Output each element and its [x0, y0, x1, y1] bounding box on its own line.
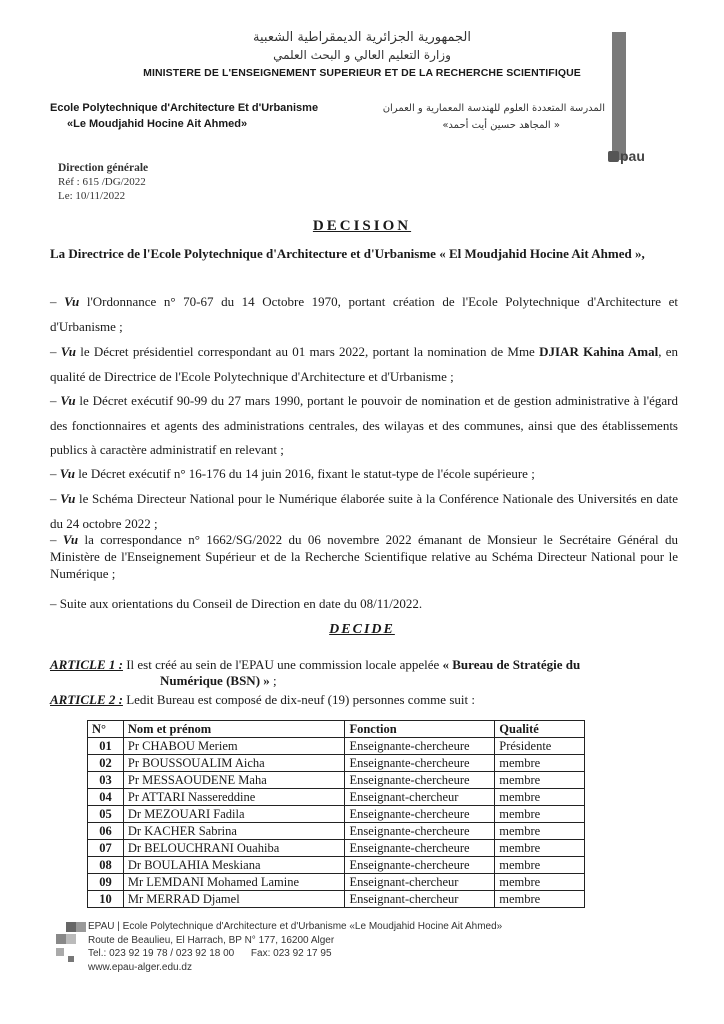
- member-name: Dr KACHER Sabrina: [123, 823, 345, 840]
- member-function: Enseignant-chercheur: [345, 789, 495, 806]
- footer-logo-square-icon: [66, 934, 76, 944]
- member-name: Pr CHABOU Meriem: [123, 738, 345, 755]
- footer-logo-square-icon: [66, 922, 76, 932]
- vu-text: le Décret exécutif n° 16-176 du 14 juin 2016, fixant le statut-type de l'école supérieure ;: [74, 466, 535, 481]
- article-1-text: Il est créé au sein de l'EPAU une commission locale appelée: [122, 657, 443, 672]
- table-row: [88, 755, 585, 772]
- footer-logo-square-icon: [56, 948, 64, 956]
- vu-text: le Décret exécutif 90-99 du 27 mars 1990, portant le pouvoir de nomination et de gestion administrative à l'égard des fonctionnaires et agents des administrations centrales, des wilayas et des communes, ainsi que des établissements publics à caractère administratif en relevant ;: [50, 393, 678, 457]
- council-paragraph: – Suite aux orientations du Conseil de Direction en date du 08/11/2022.: [50, 596, 423, 611]
- member-quality: membre: [495, 755, 585, 772]
- logo-mark-icon: [608, 151, 619, 162]
- footer-text: [88, 920, 502, 974]
- table-row: [88, 857, 585, 874]
- article-1-bureau-name-cont: Numérique (BSN) »: [160, 673, 270, 688]
- article-1: [50, 657, 690, 689]
- vu-paragraph-4: – Vu le Décret exécutif n° 16-176 du 14 juin 2016, fixant le statut-type de l'école supérieure ;: [50, 466, 535, 481]
- vu-paragraph-3: – Vu le Décret exécutif 90-99 du 27 mars 1990, portant le pouvoir de nomination et de gestion administrative à l'égard des fonctionnaires et agents des administrations centrales, des wilayas et des communes, ainsi que des établissements publics à caractère administratif en relevant ;: [50, 393, 678, 457]
- member-function: Enseignant-chercheur: [345, 891, 495, 908]
- footer-logo-square-icon: [56, 934, 66, 944]
- school-name-ar-line1: المدرسة المتعددة العلوم للهندسة المعمارية و العمران: [382, 103, 605, 114]
- article-2-label: ARTICLE 2 :: [50, 692, 123, 707]
- vu-text: le Décret présidentiel correspondant au 01 mars 2022, portant la nomination de Mme: [75, 344, 540, 359]
- footer-website-link[interactable]: www.epau-alger.edu.dz: [88, 961, 192, 973]
- member-function: Enseignante-chercheure: [345, 857, 495, 874]
- reference-number: Réf : 615 /DG/2022: [58, 176, 146, 188]
- member-number: 08: [88, 857, 124, 874]
- vu-text-cont: , en qualité de Directrice de l'Ecole Polytechnique d'Architecture et d'Urbanisme ;: [50, 344, 678, 384]
- vu-label: Vu: [64, 294, 80, 309]
- member-number: 05: [88, 806, 124, 823]
- member-function: Enseignante-chercheure: [345, 840, 495, 857]
- member-quality: membre: [495, 806, 585, 823]
- member-name: Pr MESSAOUDENE Maha: [123, 772, 345, 789]
- table-row: [88, 789, 585, 806]
- footer-logo-square-icon: [76, 922, 86, 932]
- member-quality: membre: [495, 857, 585, 874]
- member-function: Enseignante-chercheure: [345, 772, 495, 789]
- epau-logo: [608, 148, 645, 164]
- article-1-label: ARTICLE 1 :: [50, 657, 123, 672]
- member-function: Enseignante-chercheure: [345, 806, 495, 823]
- ministry-title: MINISTERE DE L'ENSEIGNEMENT SUPERIEUR ET DE LA RECHERCHE SCIENTIFIQUE: [143, 67, 581, 79]
- vu-paragraph-1: – Vu l'Ordonnance n° 70-67 du 14 Octobre 1970, portant création de l'Ecole Polytechnique d'Architecture et d'Urbanisme ;: [50, 294, 678, 334]
- arabic-republic-line: الجمهورية الجزائرية الديمقراطية الشعبية: [253, 30, 471, 45]
- member-quality: membre: [495, 772, 585, 789]
- vu-paragraph-2: – Vu le Décret présidentiel correspondant au 01 mars 2022, portant la nomination de Mme DJIAR Kahina Amal, en qualité de Directrice de l'Ecole Polytechnique d'Architecture et d'Urbanisme ;: [50, 344, 678, 384]
- member-number: 04: [88, 789, 124, 806]
- member-number: 06: [88, 823, 124, 840]
- header-number: N°: [88, 721, 124, 738]
- article-1-end: ;: [269, 673, 277, 688]
- school-name-fr-line2: «Le Moudjahid Hocine Ait Ahmed»: [67, 118, 248, 130]
- footer-logo-square-icon: [68, 956, 74, 962]
- decide-title: DECIDE: [329, 622, 395, 637]
- member-quality: membre: [495, 840, 585, 857]
- decision-intro: La Directrice de l'Ecole Polytechnique d'Architecture et d'Urbanisme « El Moudjahid Hocine Ait Ahmed »,: [50, 246, 645, 261]
- member-name: Mr MERRAD Djamel: [123, 891, 345, 908]
- arabic-ministry-line: وزارة التعليم العالي و البحث العلمي: [273, 48, 451, 62]
- vu-text: l'Ordonnance n° 70-67 du 14 Octobre 1970, portant création de l'Ecole Polytechnique d'Architecture et d'Urbanisme ;: [50, 294, 678, 334]
- member-function: Enseignante-chercheure: [345, 755, 495, 772]
- header-name: Nom et prénom: [123, 721, 345, 738]
- article-1-bureau-name: « Bureau de Stratégie du: [442, 657, 581, 672]
- member-name: Dr BELOUCHRANI Ouahiba: [123, 840, 345, 857]
- member-number: 10: [88, 891, 124, 908]
- table-row: [88, 823, 585, 840]
- member-name: Pr BOUSSOUALIM Aicha: [123, 755, 345, 772]
- footer-address: Route de Beaulieu, El Harrach, BP N° 177, 16200 Alger: [88, 934, 335, 946]
- school-name-fr-line1: Ecole Polytechnique d'Architecture Et d'Urbanisme: [50, 102, 319, 114]
- table-row: [88, 772, 585, 789]
- member-name: Mr LEMDANI Mohamed Lamine: [123, 874, 345, 891]
- member-name: Pr ATTARI Nassereddine: [123, 789, 345, 806]
- table-row: [88, 874, 585, 891]
- article-2: [50, 692, 690, 708]
- member-number: 01: [88, 738, 124, 755]
- vu-label: Vu: [62, 532, 79, 547]
- member-number: 03: [88, 772, 124, 789]
- vu-label: Vu: [60, 393, 76, 408]
- vu-paragraph-5: – Vu le Schéma Directeur National pour le Numérique élaborée suite à la Conférence Nationale des Universités en date du 24 octobre 2022 ;: [50, 491, 679, 531]
- school-name-ar: [355, 100, 605, 134]
- vu-label: Vu: [59, 466, 75, 481]
- document-date: Le: 10/11/2022: [58, 190, 126, 202]
- member-number: 07: [88, 840, 124, 857]
- member-quality: Présidente: [495, 738, 585, 755]
- member-name: Dr MEZOUARI Fadila: [123, 806, 345, 823]
- vu-label: Vu: [60, 344, 76, 359]
- table-row: [88, 891, 585, 908]
- table-row: [88, 738, 585, 755]
- vu-label: Vu: [60, 491, 76, 506]
- footer-phone-fax: Tel.: 023 92 19 78 / 023 92 18 00 Fax: 023 92 17 95: [88, 948, 332, 959]
- vu-paragraph-6: – Vu la correspondance n° 1662/SG/2022 du 06 novembre 2022 émanant de Monsieur le Secrétaire Général du Ministère de l'Enseignement Supérieur et de la Recherche Scientifique relative au Schéma Directeur National pour le Numérique ;: [50, 532, 678, 581]
- decision-title: DECISION: [312, 218, 412, 234]
- director-name: DJIAR Kahina Amal: [539, 344, 659, 359]
- member-quality: membre: [495, 823, 585, 840]
- vu-text: le Schéma Directeur National pour le Numérique élaborée suite à la Conférence Nationale des Universités en date du 24 octobre 2022 ;: [50, 491, 679, 531]
- member-function: Enseignante-chercheure: [345, 823, 495, 840]
- member-name: Dr BOULAHIA Meskiana: [123, 857, 345, 874]
- member-function: Enseignant-chercheur: [345, 874, 495, 891]
- member-quality: membre: [495, 789, 585, 806]
- header-function: Fonction: [345, 721, 495, 738]
- table-row: [88, 840, 585, 857]
- member-function: Enseignante-chercheure: [345, 738, 495, 755]
- school-name-ar-line2: « المجاهد حسين أيت أحمد»: [442, 120, 560, 131]
- table-header-row: [88, 721, 585, 738]
- school-name-fr: [50, 100, 318, 132]
- direction-label: Direction générale: [58, 162, 149, 174]
- member-quality: membre: [495, 891, 585, 908]
- members-table: [87, 720, 585, 908]
- member-quality: membre: [495, 874, 585, 891]
- vu-text: la correspondance n° 1662/SG/2022 du 06 novembre 2022 émanant de Monsieur le Secrétaire Général du Ministère de l'Enseignement Supérieur et de la Recherche Scientifique relative au Schéma Directeur National pour le Numérique ;: [50, 532, 678, 581]
- logo-text: pau: [620, 148, 645, 164]
- member-number: 09: [88, 874, 124, 891]
- article-2-text: Ledit Bureau est composé de dix-neuf (19) personnes comme suit :: [122, 692, 475, 707]
- member-number: 02: [88, 755, 124, 772]
- header-quality: Qualité: [495, 721, 585, 738]
- reference-block: [58, 161, 148, 203]
- table-row: [88, 806, 585, 823]
- footer-school-line: EPAU | Ecole Polytechnique d'Architecture et d'Urbanisme «Le Moudjahid Hocine Ait Ahmed»: [88, 921, 503, 932]
